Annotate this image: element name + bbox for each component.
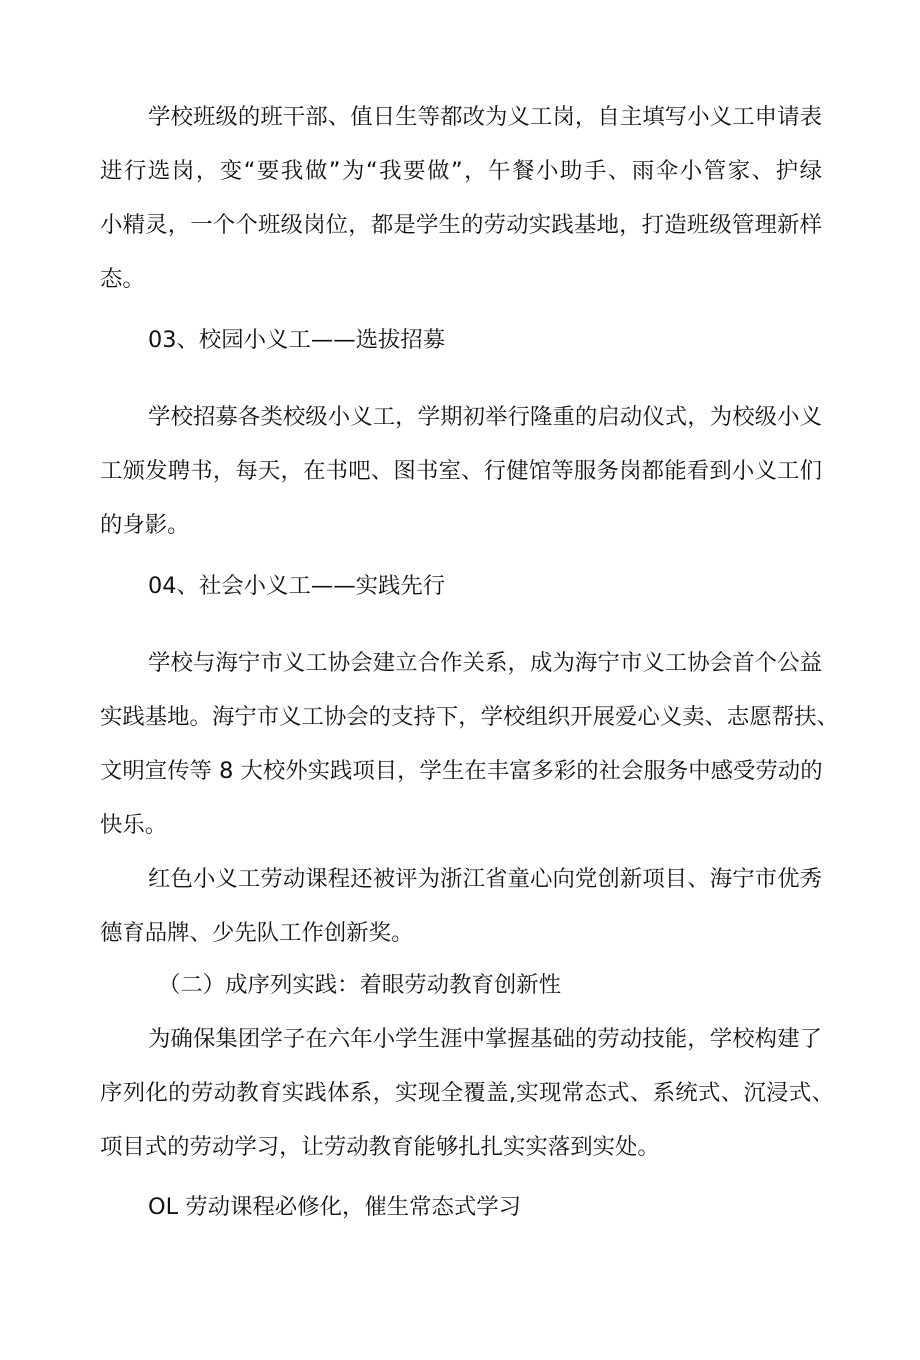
text-line: 快乐。 [100,812,168,838]
section-heading: 04、社会小义工——实践先行 [148,573,446,599]
text-line: 实践基地。海宁市义工协会的支持下，学校组织开展爱心义卖、志愿帮扶、 [100,704,839,730]
text-line: 序列化的劳动教育实践体系，实现全覆盖,实现常态式、系统式、沉浸式、 [100,1080,834,1106]
text-line: 文明宣传等 8 大校外实践项目，学生在丰富多彩的社会服务中感受劳动的 [100,758,823,784]
text-line: 的身影。 [100,512,190,538]
text-line: 工颁发聘书，每天，在书吧、图书室、行健馆等服务岗都能看到小义工们 [100,458,822,484]
text-line: 学校与海宁市义工协会建立合作关系，成为海宁市义工协会首个公益 [148,650,822,676]
text-line: 态。 [100,266,145,292]
text-line: 项目式的劳动学习，让劳动教育能够扎扎实实落到实处。 [100,1134,660,1160]
section-heading: OL 劳动课程必修化，催生常态式学习 [148,1194,522,1220]
text-line: 小精灵，一个个班级岗位，都是学生的劳动实践基地，打造班级管理新样 [100,212,822,238]
text-line: 为确保集团学子在六年小学生涯中掌握基础的劳动技能，学校构建了 [148,1026,822,1052]
text-line: 德育品牌、少先队工作创新奖。 [100,920,414,946]
text-line: 学校班级的班干部、值日生等都改为义工岗，自主填写小义工申请表 [148,104,822,130]
text-line: 进行选岗，变“要我做”为“我要做”，午餐小助手、雨伞小管家、护绿 [100,158,822,184]
section-heading: （二）成序列实践：着眼劳动教育创新性 [158,972,562,998]
section-heading: 03、校园小义工——选拔招募 [148,327,446,353]
text-line: 红色小义工劳动课程还被评为浙江省童心向党创新项目、海宁市优秀 [148,866,822,892]
text-line: 学校招募各类校级小义工，学期初举行隆重的启动仪式，为校级小义 [148,404,822,430]
